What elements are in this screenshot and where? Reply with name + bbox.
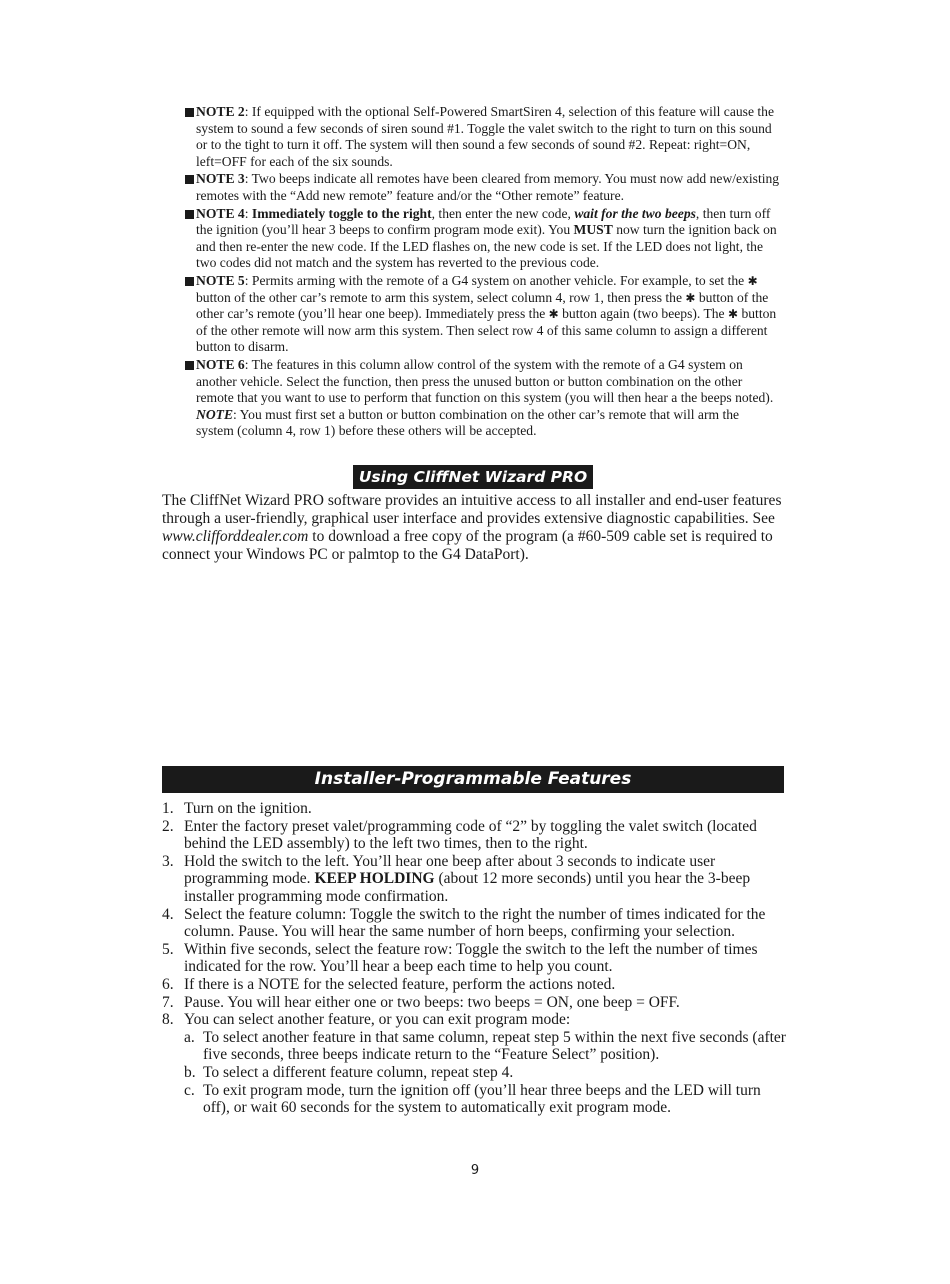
- note-text: button of the other car’s remote (you’ll hear one beep). Immediately press the: [196, 289, 769, 322]
- step-5: [162, 941, 787, 976]
- note-text: , then turn off the ignition (you’ll hear 3 beeps to confirm program mode exit). You: [196, 205, 771, 238]
- substep-letter: b.: [184, 1063, 196, 1081]
- step-text: Within five seconds, select the feature row: Toggle the switch to the left the number of times indicated for the row. You’ll hear a beep each time to help you count.: [184, 940, 758, 976]
- step-text: Turn on the ignition.: [184, 800, 312, 817]
- note-emphasis: Immediately toggle to the right: [251, 205, 432, 221]
- step-number: 1.: [162, 800, 174, 817]
- wizard-text: to download a free copy of the program (a #60-509 cable set is required to connect your Windows PC or palmtop to the G4 DataPort).: [162, 528, 773, 563]
- step-7: [162, 994, 787, 1012]
- note-6: [185, 357, 780, 440]
- step-number: 7.: [162, 993, 174, 1011]
- step-text: If there is a NOTE for the selected feature, perform the actions noted.: [184, 975, 616, 993]
- note-text: : If equipped with the optional Self-Powered SmartSiren 4, selection of this feature will cause the system to sound a few seconds of siren sound #1. Toggle the valet switch to the right to turn on this sound or to the tight to turn it off. The system will then sound a few seconds of sound #2. Repeat: right=ON, left=OFF for each of the six sounds.: [196, 104, 774, 169]
- note-text: : Permits arming with the remote of a G4 system on another vehicle. For example, to set the: [244, 272, 748, 288]
- star-button-icon: ✱: [728, 307, 739, 322]
- step-text: Enter the factory preset valet/programming code of “2” by toggling the valet switch (located behind the LED assembly) to the left two times, then to the right.: [184, 817, 757, 853]
- note-4: [185, 206, 780, 272]
- step-number: 8.: [162, 1011, 174, 1029]
- star-button-icon: ✱: [747, 273, 758, 288]
- substep-c: [184, 1082, 787, 1117]
- note-label: NOTE 4: [196, 205, 245, 221]
- note-text: button of the other car’s remote to arm this system, select column 4, row 1, then press the: [196, 289, 686, 305]
- step-emphasis: KEEP HOLDING: [314, 870, 435, 888]
- step-text: Select the feature column: Toggle the switch to the right the number of times indicated for the column. Pause. You will hear the same number of horn beeps, confirming your selection.: [184, 905, 766, 941]
- note-5: [185, 273, 780, 356]
- wizard-heading: Using CliffNet Wizard PRO: [353, 465, 593, 489]
- step-number: 2.: [162, 817, 174, 835]
- note-label: NOTE 2: [196, 104, 245, 119]
- installer-heading: Installer-Programmable Features: [162, 766, 784, 793]
- bullet-square-icon: [185, 175, 194, 184]
- website-link: www.clifforddealer.com: [162, 528, 309, 545]
- note-emphasis: NOTE: [196, 406, 234, 422]
- substep-letter: a.: [184, 1028, 195, 1046]
- notes-section: [185, 104, 780, 441]
- note-label: NOTE 6: [196, 356, 245, 372]
- note-label: NOTE 5: [196, 272, 245, 288]
- note-text: , then enter the new code,: [431, 205, 575, 221]
- substep-a: [184, 1029, 787, 1064]
- step-text: (about 12 more seconds) until you hear the 3-beep installer programming mode confirmation.: [184, 870, 751, 905]
- step-3: [162, 853, 787, 906]
- step-number: 5.: [162, 940, 174, 958]
- step-8: [162, 1011, 787, 1117]
- substep-text: To exit program mode, turn the ignition off (you’ll hear three beeps and the LED will turn off), or wait 60 seconds for the system to automatically exit program mode.: [203, 1081, 761, 1117]
- substep-text: To select a different feature column, repeat step 4.: [203, 1063, 514, 1081]
- wizard-text: The CliffNet Wizard PRO software provides an intuitive access to all installer and end-user features through a user-friendly, graphical user interface and provides extensive diagnostic capabilities. See: [162, 492, 782, 527]
- note-text: : Two beeps indicate all remotes have been cleared from memory. You must now add new/existing remotes with the “Add new remote” feature and/or the “Other remote” feature.: [196, 171, 780, 203]
- star-button-icon: ✱: [548, 307, 559, 322]
- bullet-square-icon: [185, 277, 194, 286]
- step-6: [162, 976, 787, 994]
- note-2: [185, 104, 780, 170]
- note-label: NOTE 3: [196, 171, 245, 187]
- step-number: 3.: [162, 852, 174, 870]
- step-text: Pause. You will hear either one or two beeps: two beeps = ON, one beep = OFF.: [184, 993, 680, 1011]
- page-number: 9: [470, 1163, 480, 1178]
- note-emphasis: wait for the two beeps: [574, 205, 696, 221]
- note-text: button again (two beeps). The: [558, 306, 728, 322]
- substep-b: [184, 1064, 787, 1082]
- note-emphasis: MUST: [573, 222, 613, 238]
- step-number: 4.: [162, 905, 174, 923]
- note-text: now turn the ignition back on and then re-enter the new code. If the LED flashes on, the new code is set. If the LED does not light, the two codes did not match and the system has reverted to the previous code.: [196, 222, 777, 271]
- step-2: [162, 818, 787, 853]
- wizard-paragraph: [162, 492, 787, 564]
- note-text: :: [244, 205, 252, 221]
- step-1: [162, 800, 787, 818]
- note-text: : You must first set a button or button combination on the other car’s remote that will arm the system (column 4, row 1) before these others will be accepted.: [196, 406, 740, 439]
- step-text: Hold the switch to the left. You’ll hear one beep after about 3 seconds to indicate user programming mode.: [184, 852, 716, 888]
- substep-letter: c.: [184, 1081, 195, 1099]
- star-button-icon: ✱: [685, 290, 696, 305]
- note-3: [185, 171, 780, 204]
- step-4: [162, 906, 787, 941]
- bullet-square-icon: [185, 108, 194, 117]
- step-number: 6.: [162, 975, 174, 993]
- substep-text: To select another feature in that same column, repeat step 5 within the next five seconds (after five seconds, three beeps indicate return to the “Feature Select” position).: [203, 1028, 786, 1064]
- bullet-square-icon: [185, 361, 194, 370]
- note-text: : The features in this column allow control of the system with the remote of a G4 system on another vehicle. Select the function, then press the unused button or button combination on the other remote that you want to use to perform that function on this system (you will then hear a the beeps noted).: [196, 356, 774, 406]
- step-text: You can select another feature, or you can exit program mode:: [184, 1011, 571, 1029]
- bullet-square-icon: [185, 210, 194, 219]
- installer-steps: [162, 800, 787, 1117]
- note-text: button of the other remote will now arm this system. Then select row 4 of this same column to assign a different button to disarm.: [196, 306, 777, 355]
